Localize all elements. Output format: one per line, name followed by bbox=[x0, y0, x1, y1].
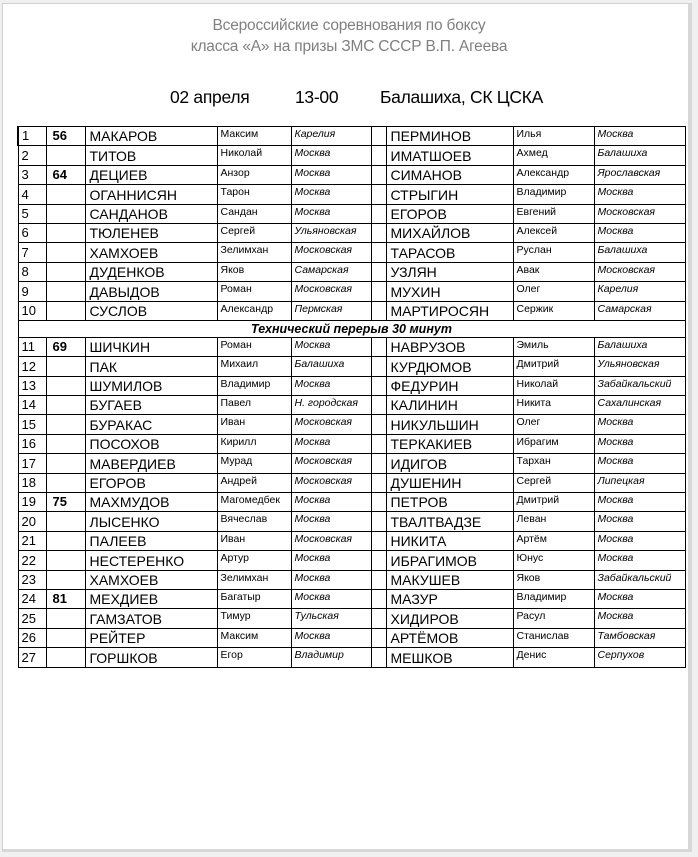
blue-corner-surname: МИХАЙЛОВ bbox=[386, 223, 513, 242]
blue-corner-surname: КУРДЮМОВ bbox=[386, 357, 513, 376]
bout-number: 5 bbox=[18, 204, 46, 223]
bout-number: 11 bbox=[18, 337, 46, 356]
corner-separator bbox=[371, 376, 386, 395]
red-corner-surname: САНДАНОВ bbox=[85, 204, 217, 223]
weight-class bbox=[46, 185, 85, 204]
red-corner-region: Москва bbox=[291, 551, 371, 570]
blue-corner-first-name: Николай bbox=[513, 376, 594, 395]
blue-corner-region: Балашиха bbox=[594, 146, 685, 165]
blue-corner-first-name: Юнус bbox=[513, 551, 594, 570]
weight-class bbox=[46, 376, 85, 395]
bout-row bbox=[18, 262, 685, 281]
red-corner-region: Москва bbox=[291, 204, 371, 223]
bout-number: 23 bbox=[18, 570, 46, 589]
bout-row bbox=[18, 223, 685, 242]
corner-separator bbox=[371, 648, 386, 667]
blue-corner-first-name: Расул bbox=[513, 609, 594, 628]
red-corner-first-name: Мурад bbox=[217, 454, 291, 473]
bout-number: 25 bbox=[18, 609, 46, 628]
red-corner-region: Московская bbox=[291, 282, 371, 301]
red-corner-region: Н. городская bbox=[291, 396, 371, 415]
bout-row bbox=[18, 127, 685, 146]
weight-class bbox=[46, 531, 85, 550]
weight-class bbox=[46, 204, 85, 223]
bout-row bbox=[18, 415, 685, 434]
blue-corner-surname: НИКИТА bbox=[386, 531, 513, 550]
blue-corner-first-name: Яков bbox=[513, 570, 594, 589]
red-corner-region: Самарская bbox=[291, 262, 371, 281]
blue-corner-first-name: Александр bbox=[513, 165, 594, 184]
blue-corner-region: Балашиха bbox=[594, 243, 685, 262]
corner-separator bbox=[371, 262, 386, 281]
bout-row bbox=[18, 493, 685, 512]
bout-number: 17 bbox=[18, 454, 46, 473]
red-corner-region: Московская bbox=[291, 454, 371, 473]
red-corner-surname: МЕХДИЕВ bbox=[85, 589, 217, 608]
weight-class bbox=[46, 357, 85, 376]
red-corner-surname: МАХМУДОВ bbox=[85, 493, 217, 512]
red-corner-surname: РЕЙТЕР bbox=[85, 628, 217, 647]
blue-corner-first-name: Алексей bbox=[513, 223, 594, 242]
corner-separator bbox=[371, 165, 386, 184]
corner-separator bbox=[371, 337, 386, 356]
blue-corner-region: Москва bbox=[594, 223, 685, 242]
red-corner-region: Москва bbox=[291, 185, 371, 204]
bout-number: 13 bbox=[18, 376, 46, 395]
weight-class bbox=[46, 262, 85, 281]
red-corner-first-name: Яков bbox=[217, 262, 291, 281]
blue-corner-region: Москва bbox=[594, 512, 685, 531]
bout-number: 7 bbox=[18, 243, 46, 262]
weight-class bbox=[46, 628, 85, 647]
bout-row bbox=[18, 473, 685, 492]
blue-corner-surname: ХИДИРОВ bbox=[386, 609, 513, 628]
blue-corner-first-name: Эмиль bbox=[513, 337, 594, 356]
red-corner-surname: БУРАКАС bbox=[85, 415, 217, 434]
red-corner-first-name: Магомедбек bbox=[217, 493, 291, 512]
blue-corner-region: Липецкая bbox=[594, 473, 685, 492]
bout-row bbox=[18, 376, 685, 395]
red-corner-surname: ДАВЫДОВ bbox=[85, 282, 217, 301]
bout-row bbox=[18, 512, 685, 531]
corner-separator bbox=[371, 204, 386, 223]
blue-corner-region: Москва bbox=[594, 609, 685, 628]
bout-number: 20 bbox=[18, 512, 46, 531]
bout-row bbox=[18, 570, 685, 589]
blue-corner-first-name: Тархан bbox=[513, 454, 594, 473]
red-corner-first-name: Зелимхан bbox=[217, 243, 291, 262]
blue-corner-surname: СИМАНОВ bbox=[386, 165, 513, 184]
blue-corner-region: Москва bbox=[594, 589, 685, 608]
corner-separator bbox=[371, 454, 386, 473]
bout-number: 4 bbox=[18, 185, 46, 204]
corner-separator bbox=[371, 185, 386, 204]
red-corner-region: Москва bbox=[291, 589, 371, 608]
bout-number: 27 bbox=[18, 648, 46, 667]
blue-corner-surname: МАКУШЕВ bbox=[386, 570, 513, 589]
red-corner-surname: ПАЛЕЕВ bbox=[85, 531, 217, 550]
blue-corner-surname: МУХИН bbox=[386, 282, 513, 301]
red-corner-first-name: Павел bbox=[217, 396, 291, 415]
corner-separator bbox=[371, 512, 386, 531]
red-corner-first-name: Александр bbox=[217, 301, 291, 320]
weight-class: 75 bbox=[46, 493, 85, 512]
blue-corner-surname: ДУШЕНИН bbox=[386, 473, 513, 492]
weight-class bbox=[46, 609, 85, 628]
red-corner-first-name: Иван bbox=[217, 415, 291, 434]
red-corner-first-name: Сандан bbox=[217, 204, 291, 223]
red-corner-region: Владимир bbox=[291, 648, 371, 667]
corner-separator bbox=[371, 570, 386, 589]
corner-separator bbox=[371, 589, 386, 608]
corner-separator bbox=[371, 357, 386, 376]
title-line-1: Всероссийские соревнования по боксу bbox=[212, 17, 486, 34]
red-corner-surname: ТИТОВ bbox=[85, 146, 217, 165]
red-corner-first-name: Анзор bbox=[217, 165, 291, 184]
blue-corner-surname: МАРТИРОСЯН bbox=[386, 301, 513, 320]
red-corner-first-name: Андрей bbox=[217, 473, 291, 492]
bout-number: 8 bbox=[18, 262, 46, 281]
corner-separator bbox=[371, 473, 386, 492]
red-corner-surname: ДЕЦИЕВ bbox=[85, 165, 217, 184]
corner-separator bbox=[371, 531, 386, 550]
bouts-before-break bbox=[18, 127, 685, 321]
bout-number: 12 bbox=[18, 357, 46, 376]
blue-corner-first-name: Илья bbox=[513, 127, 594, 146]
blue-corner-first-name: Руслан bbox=[513, 243, 594, 262]
bout-number: 21 bbox=[18, 531, 46, 550]
blue-corner-region: Москва bbox=[594, 185, 685, 204]
bout-number: 3 bbox=[18, 165, 46, 184]
blue-corner-region: Тамбовская bbox=[594, 628, 685, 647]
red-corner-region: Тульская bbox=[291, 609, 371, 628]
bout-row bbox=[18, 531, 685, 550]
red-corner-surname: ХАМХОЕВ bbox=[85, 570, 217, 589]
bout-number: 6 bbox=[18, 223, 46, 242]
red-corner-region: Московская bbox=[291, 243, 371, 262]
bout-row bbox=[18, 551, 685, 570]
blue-corner-surname: АРТЁМОВ bbox=[386, 628, 513, 647]
corner-separator bbox=[371, 628, 386, 647]
blue-corner-first-name: Олег bbox=[513, 415, 594, 434]
corner-separator bbox=[371, 243, 386, 262]
break-label: Технический перерыв 30 минут bbox=[18, 320, 685, 337]
bout-number: 22 bbox=[18, 551, 46, 570]
blue-corner-surname: ИБРАГИМОВ bbox=[386, 551, 513, 570]
bout-row bbox=[18, 337, 685, 356]
corner-separator bbox=[371, 396, 386, 415]
blue-corner-first-name: Сержик bbox=[513, 301, 594, 320]
bout-row bbox=[18, 282, 685, 301]
bout-number: 24 bbox=[18, 589, 46, 608]
red-corner-region: Пермская bbox=[291, 301, 371, 320]
blue-corner-region: Москва bbox=[594, 434, 685, 453]
red-corner-region: Москва bbox=[291, 434, 371, 453]
red-corner-surname: ЕГОРОВ bbox=[85, 473, 217, 492]
bout-row bbox=[18, 434, 685, 453]
blue-corner-surname: УЗЛЯН bbox=[386, 262, 513, 281]
red-corner-region: Москва bbox=[291, 337, 371, 356]
bout-number: 14 bbox=[18, 396, 46, 415]
bout-number: 19 bbox=[18, 493, 46, 512]
blue-corner-first-name: Авак bbox=[513, 262, 594, 281]
blue-corner-region: Сахалинская bbox=[594, 396, 685, 415]
blue-corner-region: Ульяновская bbox=[594, 357, 685, 376]
event-date: 02 апреля bbox=[170, 87, 250, 107]
blue-corner-surname: ИМАТШОЕВ bbox=[386, 146, 513, 165]
red-corner-region: Москва bbox=[291, 512, 371, 531]
event-place: Балашиха, СК ЦСКА bbox=[380, 87, 544, 107]
blue-corner-first-name: Артём bbox=[513, 531, 594, 550]
red-corner-region: Москва bbox=[291, 165, 371, 184]
break-section bbox=[18, 320, 685, 337]
blue-corner-first-name: Дмитрий bbox=[513, 357, 594, 376]
corner-separator bbox=[371, 282, 386, 301]
blue-corner-region: Москва bbox=[594, 127, 685, 146]
blue-corner-region: Москва bbox=[594, 531, 685, 550]
weight-class bbox=[46, 512, 85, 531]
corner-separator bbox=[371, 493, 386, 512]
red-corner-surname: ДУДЕНКОВ bbox=[85, 262, 217, 281]
weight-class: 81 bbox=[46, 589, 85, 608]
blue-corner-first-name: Сергей bbox=[513, 473, 594, 492]
red-corner-first-name: Артур bbox=[217, 551, 291, 570]
red-corner-surname: ШИЧКИН bbox=[85, 337, 217, 356]
red-corner-first-name: Максим bbox=[217, 127, 291, 146]
blue-corner-region: Ярославская bbox=[594, 165, 685, 184]
blue-corner-surname: ФЕДУРИН bbox=[386, 376, 513, 395]
bout-row bbox=[18, 301, 685, 320]
blue-corner-surname: ТАРАСОВ bbox=[386, 243, 513, 262]
red-corner-first-name: Роман bbox=[217, 337, 291, 356]
bout-row bbox=[18, 396, 685, 415]
red-corner-first-name: Зелимхан bbox=[217, 570, 291, 589]
weight-class bbox=[46, 551, 85, 570]
red-corner-surname: СУСЛОВ bbox=[85, 301, 217, 320]
bout-number: 2 bbox=[18, 146, 46, 165]
blue-corner-surname: ЕГОРОВ bbox=[386, 204, 513, 223]
corner-separator bbox=[371, 146, 386, 165]
blue-corner-first-name: Владимир bbox=[513, 185, 594, 204]
blue-corner-first-name: Дмитрий bbox=[513, 493, 594, 512]
red-corner-surname: МАВЕРДИЕВ bbox=[85, 454, 217, 473]
red-corner-surname: ПАК bbox=[85, 357, 217, 376]
blue-corner-region: Балашиха bbox=[594, 337, 685, 356]
bout-row bbox=[18, 357, 685, 376]
red-corner-first-name: Вячеслав bbox=[217, 512, 291, 531]
blue-corner-region: Самарская bbox=[594, 301, 685, 320]
red-corner-region: Москва bbox=[291, 493, 371, 512]
red-corner-surname: ГОРШКОВ bbox=[85, 648, 217, 667]
red-corner-first-name: Михаил bbox=[217, 357, 291, 376]
blue-corner-surname: НИКУЛЬШИН bbox=[386, 415, 513, 434]
red-corner-surname: БУГАЕВ bbox=[85, 396, 217, 415]
red-corner-first-name: Сергей bbox=[217, 223, 291, 242]
red-corner-first-name: Тимур bbox=[217, 609, 291, 628]
bout-number: 18 bbox=[18, 473, 46, 492]
blue-corner-surname: ПЕРМИНОВ bbox=[386, 127, 513, 146]
break-row bbox=[18, 320, 685, 337]
red-corner-region: Балашиха bbox=[291, 357, 371, 376]
bout-row bbox=[18, 628, 685, 647]
red-corner-surname: МАКАРОВ bbox=[85, 127, 217, 146]
weight-class: 64 bbox=[46, 165, 85, 184]
bout-row bbox=[18, 243, 685, 262]
blue-corner-region: Москва bbox=[594, 493, 685, 512]
bout-number: 1 bbox=[18, 127, 46, 146]
weight-class bbox=[46, 223, 85, 242]
red-corner-first-name: Кирилл bbox=[217, 434, 291, 453]
red-corner-surname: ГАМЗАТОВ bbox=[85, 609, 217, 628]
blue-corner-region: Москва bbox=[594, 454, 685, 473]
red-corner-surname: ОГАННИСЯН bbox=[85, 185, 217, 204]
red-corner-first-name: Роман bbox=[217, 282, 291, 301]
blue-corner-surname: НАВРУЗОВ bbox=[386, 337, 513, 356]
weight-class: 69 bbox=[46, 337, 85, 356]
bout-row bbox=[18, 204, 685, 223]
weight-class bbox=[46, 243, 85, 262]
weight-class bbox=[46, 282, 85, 301]
corner-separator bbox=[371, 434, 386, 453]
blue-corner-surname: ПЕТРОВ bbox=[386, 493, 513, 512]
blue-corner-region: Серпухов bbox=[594, 648, 685, 667]
bout-number: 16 bbox=[18, 434, 46, 453]
corner-separator bbox=[371, 551, 386, 570]
blue-corner-surname: МАЗУР bbox=[386, 589, 513, 608]
bout-number: 9 bbox=[18, 282, 46, 301]
red-corner-region: Московская bbox=[291, 415, 371, 434]
corner-separator bbox=[371, 609, 386, 628]
red-corner-first-name: Иван bbox=[217, 531, 291, 550]
blue-corner-surname: ТЕРКАКИЕВ bbox=[386, 434, 513, 453]
bout-number: 15 bbox=[18, 415, 46, 434]
bout-row bbox=[18, 146, 685, 165]
bout-row bbox=[18, 609, 685, 628]
blue-corner-surname: СТРЫГИН bbox=[386, 185, 513, 204]
red-corner-first-name: Тарон bbox=[217, 185, 291, 204]
blue-corner-surname: ТВАЛТВАДЗЕ bbox=[386, 512, 513, 531]
bout-row bbox=[18, 165, 685, 184]
blue-corner-first-name: Станислав bbox=[513, 628, 594, 647]
weight-class bbox=[46, 301, 85, 320]
corner-separator bbox=[371, 301, 386, 320]
blue-corner-region: Московская bbox=[594, 204, 685, 223]
red-corner-region: Московская bbox=[291, 531, 371, 550]
bout-number: 10 bbox=[18, 301, 46, 320]
red-corner-surname: ШУМИЛОВ bbox=[85, 376, 217, 395]
red-corner-first-name: Максим bbox=[217, 628, 291, 647]
weight-class bbox=[46, 434, 85, 453]
title-line-2: класса «А» на призы ЗМС СССР В.П. Агеева bbox=[190, 38, 508, 55]
red-corner-region: Карелия bbox=[291, 127, 371, 146]
blue-corner-first-name: Леван bbox=[513, 512, 594, 531]
blue-corner-first-name: Евгений bbox=[513, 204, 594, 223]
red-corner-first-name: Багатыр bbox=[217, 589, 291, 608]
blue-corner-first-name: Денис bbox=[513, 648, 594, 667]
red-corner-region: Ульяновская bbox=[291, 223, 371, 242]
blue-corner-region: Забайкальский bbox=[594, 570, 685, 589]
weight-class bbox=[46, 570, 85, 589]
red-corner-region: Москва bbox=[291, 146, 371, 165]
blue-corner-first-name: Владимир bbox=[513, 589, 594, 608]
red-corner-first-name: Николай bbox=[217, 146, 291, 165]
red-corner-first-name: Егор bbox=[217, 648, 291, 667]
bout-number: 26 bbox=[18, 628, 46, 647]
weight-class: 56 bbox=[46, 127, 85, 146]
blue-corner-surname: КАЛИНИН bbox=[386, 396, 513, 415]
weight-class bbox=[46, 415, 85, 434]
red-corner-first-name: Владимир bbox=[217, 376, 291, 395]
event-time: 13-00 bbox=[295, 87, 339, 107]
blue-corner-region: Москва bbox=[594, 415, 685, 434]
red-corner-surname: ХАМХОЕВ bbox=[85, 243, 217, 262]
corner-separator bbox=[371, 223, 386, 242]
red-corner-surname: ПОСОХОВ bbox=[85, 434, 217, 453]
weight-class bbox=[46, 396, 85, 415]
blue-corner-first-name: Никита bbox=[513, 396, 594, 415]
corner-separator bbox=[371, 127, 386, 146]
blue-corner-surname: МЕШКОВ bbox=[386, 648, 513, 667]
blue-corner-region: Забайкальский bbox=[594, 376, 685, 395]
red-corner-surname: ЛЫСЕНКО bbox=[85, 512, 217, 531]
bouts-after-break bbox=[18, 337, 685, 667]
bout-row bbox=[18, 454, 685, 473]
red-corner-region: Москва bbox=[291, 628, 371, 647]
blue-corner-surname: ИДИГОВ bbox=[386, 454, 513, 473]
blue-corner-region: Московская bbox=[594, 262, 685, 281]
bout-row bbox=[18, 589, 685, 608]
blue-corner-region: Москва bbox=[594, 551, 685, 570]
blue-corner-first-name: Ахмед bbox=[513, 146, 594, 165]
weight-class bbox=[46, 648, 85, 667]
blue-corner-region: Карелия bbox=[594, 282, 685, 301]
red-corner-region: Московская bbox=[291, 473, 371, 492]
red-corner-surname: НЕСТЕРЕНКО bbox=[85, 551, 217, 570]
weight-class bbox=[46, 454, 85, 473]
bout-row bbox=[18, 185, 685, 204]
weight-class bbox=[46, 473, 85, 492]
red-corner-region: Москва bbox=[291, 376, 371, 395]
blue-corner-first-name: Олег bbox=[513, 282, 594, 301]
weight-class bbox=[46, 146, 85, 165]
bout-row bbox=[18, 648, 685, 667]
bout-schedule-table bbox=[17, 126, 686, 668]
blue-corner-first-name: Ибрагим bbox=[513, 434, 594, 453]
red-corner-surname: ТЮЛЕНЕВ bbox=[85, 223, 217, 242]
corner-separator bbox=[371, 415, 386, 434]
red-corner-region: Москва bbox=[291, 570, 371, 589]
